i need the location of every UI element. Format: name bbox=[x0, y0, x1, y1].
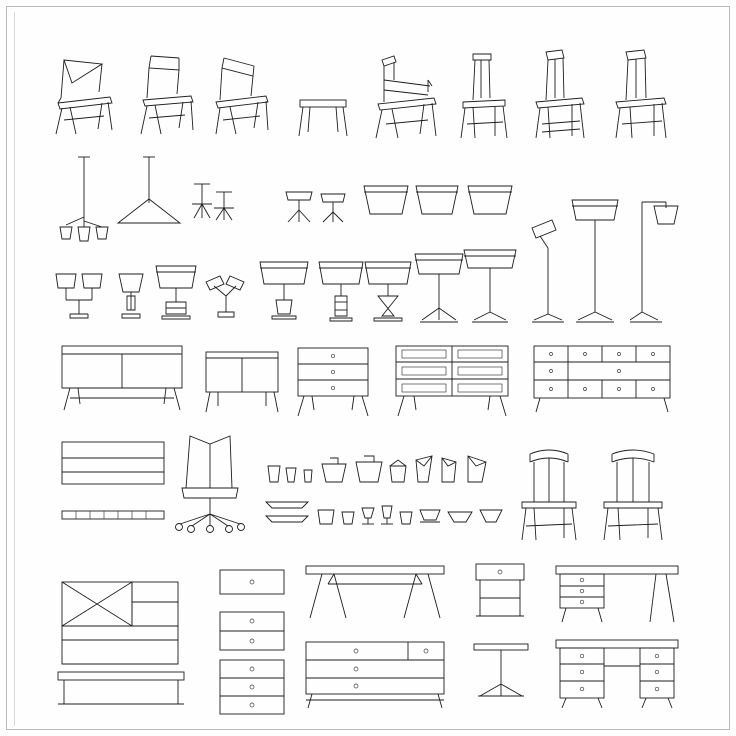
table-lamp-column[interactable] bbox=[316, 258, 366, 322]
office-task-chair[interactable] bbox=[172, 428, 250, 536]
dining-chair-ladder[interactable] bbox=[608, 46, 672, 140]
floor-lamp-swing-arm[interactable] bbox=[628, 196, 682, 324]
dining-chair-curved-2[interactable] bbox=[598, 446, 668, 542]
desk-double-pedestal[interactable] bbox=[552, 636, 682, 710]
floor-lamp-wide-shade[interactable] bbox=[462, 246, 518, 324]
radiator-grille[interactable] bbox=[58, 508, 168, 522]
dresser-three-drawer[interactable] bbox=[294, 344, 372, 418]
tripod-lamp-mini[interactable] bbox=[318, 190, 348, 224]
tripod-lamp-small[interactable] bbox=[282, 186, 316, 224]
pedestal-side-table[interactable] bbox=[470, 638, 532, 700]
side-chair-angled[interactable] bbox=[52, 50, 118, 136]
task-floor-lamp-angled[interactable] bbox=[524, 218, 568, 324]
armchair-wood[interactable] bbox=[372, 50, 440, 140]
pendant-trapezoid-1[interactable] bbox=[360, 180, 412, 224]
pendant-trapezoid-2[interactable] bbox=[412, 182, 462, 224]
tableware-set-lower[interactable] bbox=[264, 496, 504, 530]
chest-three-drawer[interactable] bbox=[216, 656, 288, 718]
sideboard-long[interactable] bbox=[300, 638, 450, 710]
dining-chair-spindle[interactable] bbox=[528, 46, 590, 140]
chest-two-drawer[interactable] bbox=[216, 608, 288, 654]
dining-chair-tall[interactable] bbox=[455, 48, 513, 140]
dresser-six-drawer[interactable] bbox=[392, 340, 512, 418]
credenza-sliding-doors[interactable] bbox=[58, 342, 186, 412]
desk-single-pedestal[interactable] bbox=[552, 562, 682, 624]
pendant-cone-large[interactable] bbox=[112, 155, 186, 233]
sideboard-multi-drawer[interactable] bbox=[530, 342, 674, 414]
cabinet-two-door[interactable] bbox=[202, 348, 282, 414]
twin-shade-table-lamp[interactable] bbox=[54, 268, 106, 320]
table-lamp-drum[interactable] bbox=[152, 262, 200, 320]
side-chair-low-back[interactable] bbox=[210, 52, 274, 136]
floor-lamp-rect-shade[interactable] bbox=[568, 196, 622, 324]
trestle-dining-table[interactable] bbox=[300, 560, 450, 622]
tripod-table-lamp-pair[interactable] bbox=[186, 178, 248, 224]
table-lamp-hourglass[interactable] bbox=[362, 258, 414, 322]
wall-shelf-unit[interactable] bbox=[58, 438, 168, 488]
dining-chair-curved-1[interactable] bbox=[514, 446, 584, 542]
table-lamp-wide-drum[interactable] bbox=[258, 258, 310, 320]
floor-lamp-triple-cone[interactable] bbox=[56, 155, 112, 251]
stool-square[interactable] bbox=[296, 98, 350, 138]
side-chair-slatted[interactable] bbox=[135, 48, 197, 136]
floor-lamp-tripod-drum[interactable] bbox=[412, 250, 466, 324]
nightstand-open[interactable] bbox=[472, 560, 528, 622]
table-lamp-small-cone[interactable] bbox=[114, 266, 148, 320]
pendant-trapezoid-3[interactable] bbox=[464, 180, 516, 224]
chest-one-drawer[interactable] bbox=[216, 566, 288, 598]
double-arm-lamp[interactable] bbox=[204, 270, 248, 320]
tableware-set-upper[interactable] bbox=[264, 452, 504, 488]
shelving-unit-cross-brace[interactable] bbox=[56, 576, 186, 708]
